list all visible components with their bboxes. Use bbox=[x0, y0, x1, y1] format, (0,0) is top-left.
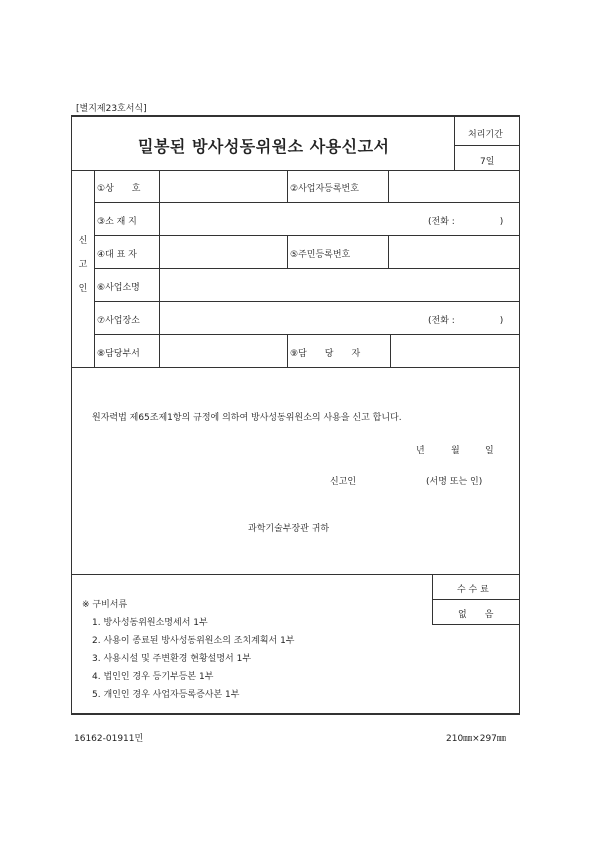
representative-label: ④대 표 자 bbox=[97, 250, 137, 260]
date-month: 월 bbox=[451, 446, 460, 456]
person-in-charge-label: ⑨담 당 자 bbox=[290, 349, 361, 359]
required-documents bbox=[82, 596, 295, 704]
paper-size: 210㎜×297㎜ bbox=[446, 734, 506, 744]
address-label: ③소 재 지 bbox=[97, 217, 137, 227]
processing-period-label: 처리기간 bbox=[468, 130, 503, 140]
fee-label: 수 수 료 bbox=[457, 585, 489, 595]
document-item: 1. 방사성동위원소명세서 1부 bbox=[92, 618, 208, 628]
phone-label-2: (전화 : ) bbox=[428, 316, 504, 326]
resident-number-label: ⑤주민등록번호 bbox=[290, 250, 351, 260]
document-item: 2. 사용이 종료된 방사성동위원소의 조치계획서 1부 bbox=[92, 636, 295, 646]
form-title: 밀봉된 방사성동위원소 사용신고서 bbox=[138, 137, 390, 156]
processing-period-value: 7일 bbox=[480, 157, 495, 167]
business-registration-label: ②사업자등록번호 bbox=[290, 184, 359, 194]
phone-label-1: (전화 : ) bbox=[428, 217, 504, 227]
office-name-label: ⑥사업소명 bbox=[97, 283, 140, 293]
addressee: 과학기술부장관 귀하 bbox=[248, 524, 330, 534]
signer-label: 신고인 bbox=[330, 477, 357, 487]
applicant-char-2: 고 bbox=[78, 260, 88, 270]
applicant-char-3: 인 bbox=[78, 284, 88, 294]
document-item: 5. 개인인 경우 사업자등록증사본 1부 bbox=[92, 690, 240, 700]
signature-note: (서명 또는 인) bbox=[426, 477, 483, 487]
trade-name-label: ①상 호 bbox=[97, 184, 141, 194]
date-day: 일 bbox=[485, 446, 494, 456]
workplace-label: ⑦사업장소 bbox=[97, 316, 140, 326]
declaration-statement: 원자력법 제65조제1항의 규정에 의하여 방사성동위원소의 사용을 신고 합니다. bbox=[92, 413, 402, 423]
form-number: [별지제23호서식] bbox=[76, 104, 147, 114]
date-year: 년 bbox=[416, 446, 425, 456]
form-code: 16162-01911민 bbox=[74, 734, 144, 744]
document-item: 4. 법인인 경우 등기부등본 1부 bbox=[92, 672, 214, 682]
required-documents-title: ※ 구비서류 bbox=[82, 600, 128, 610]
document-item: 3. 사용시설 및 주변환경 현황설명서 1부 bbox=[92, 654, 252, 664]
department-label: ⑧담당부서 bbox=[97, 349, 140, 359]
fee-value: 없 음 bbox=[458, 610, 494, 620]
applicant-label bbox=[76, 229, 90, 301]
applicant-char-1: 신 bbox=[78, 236, 88, 246]
